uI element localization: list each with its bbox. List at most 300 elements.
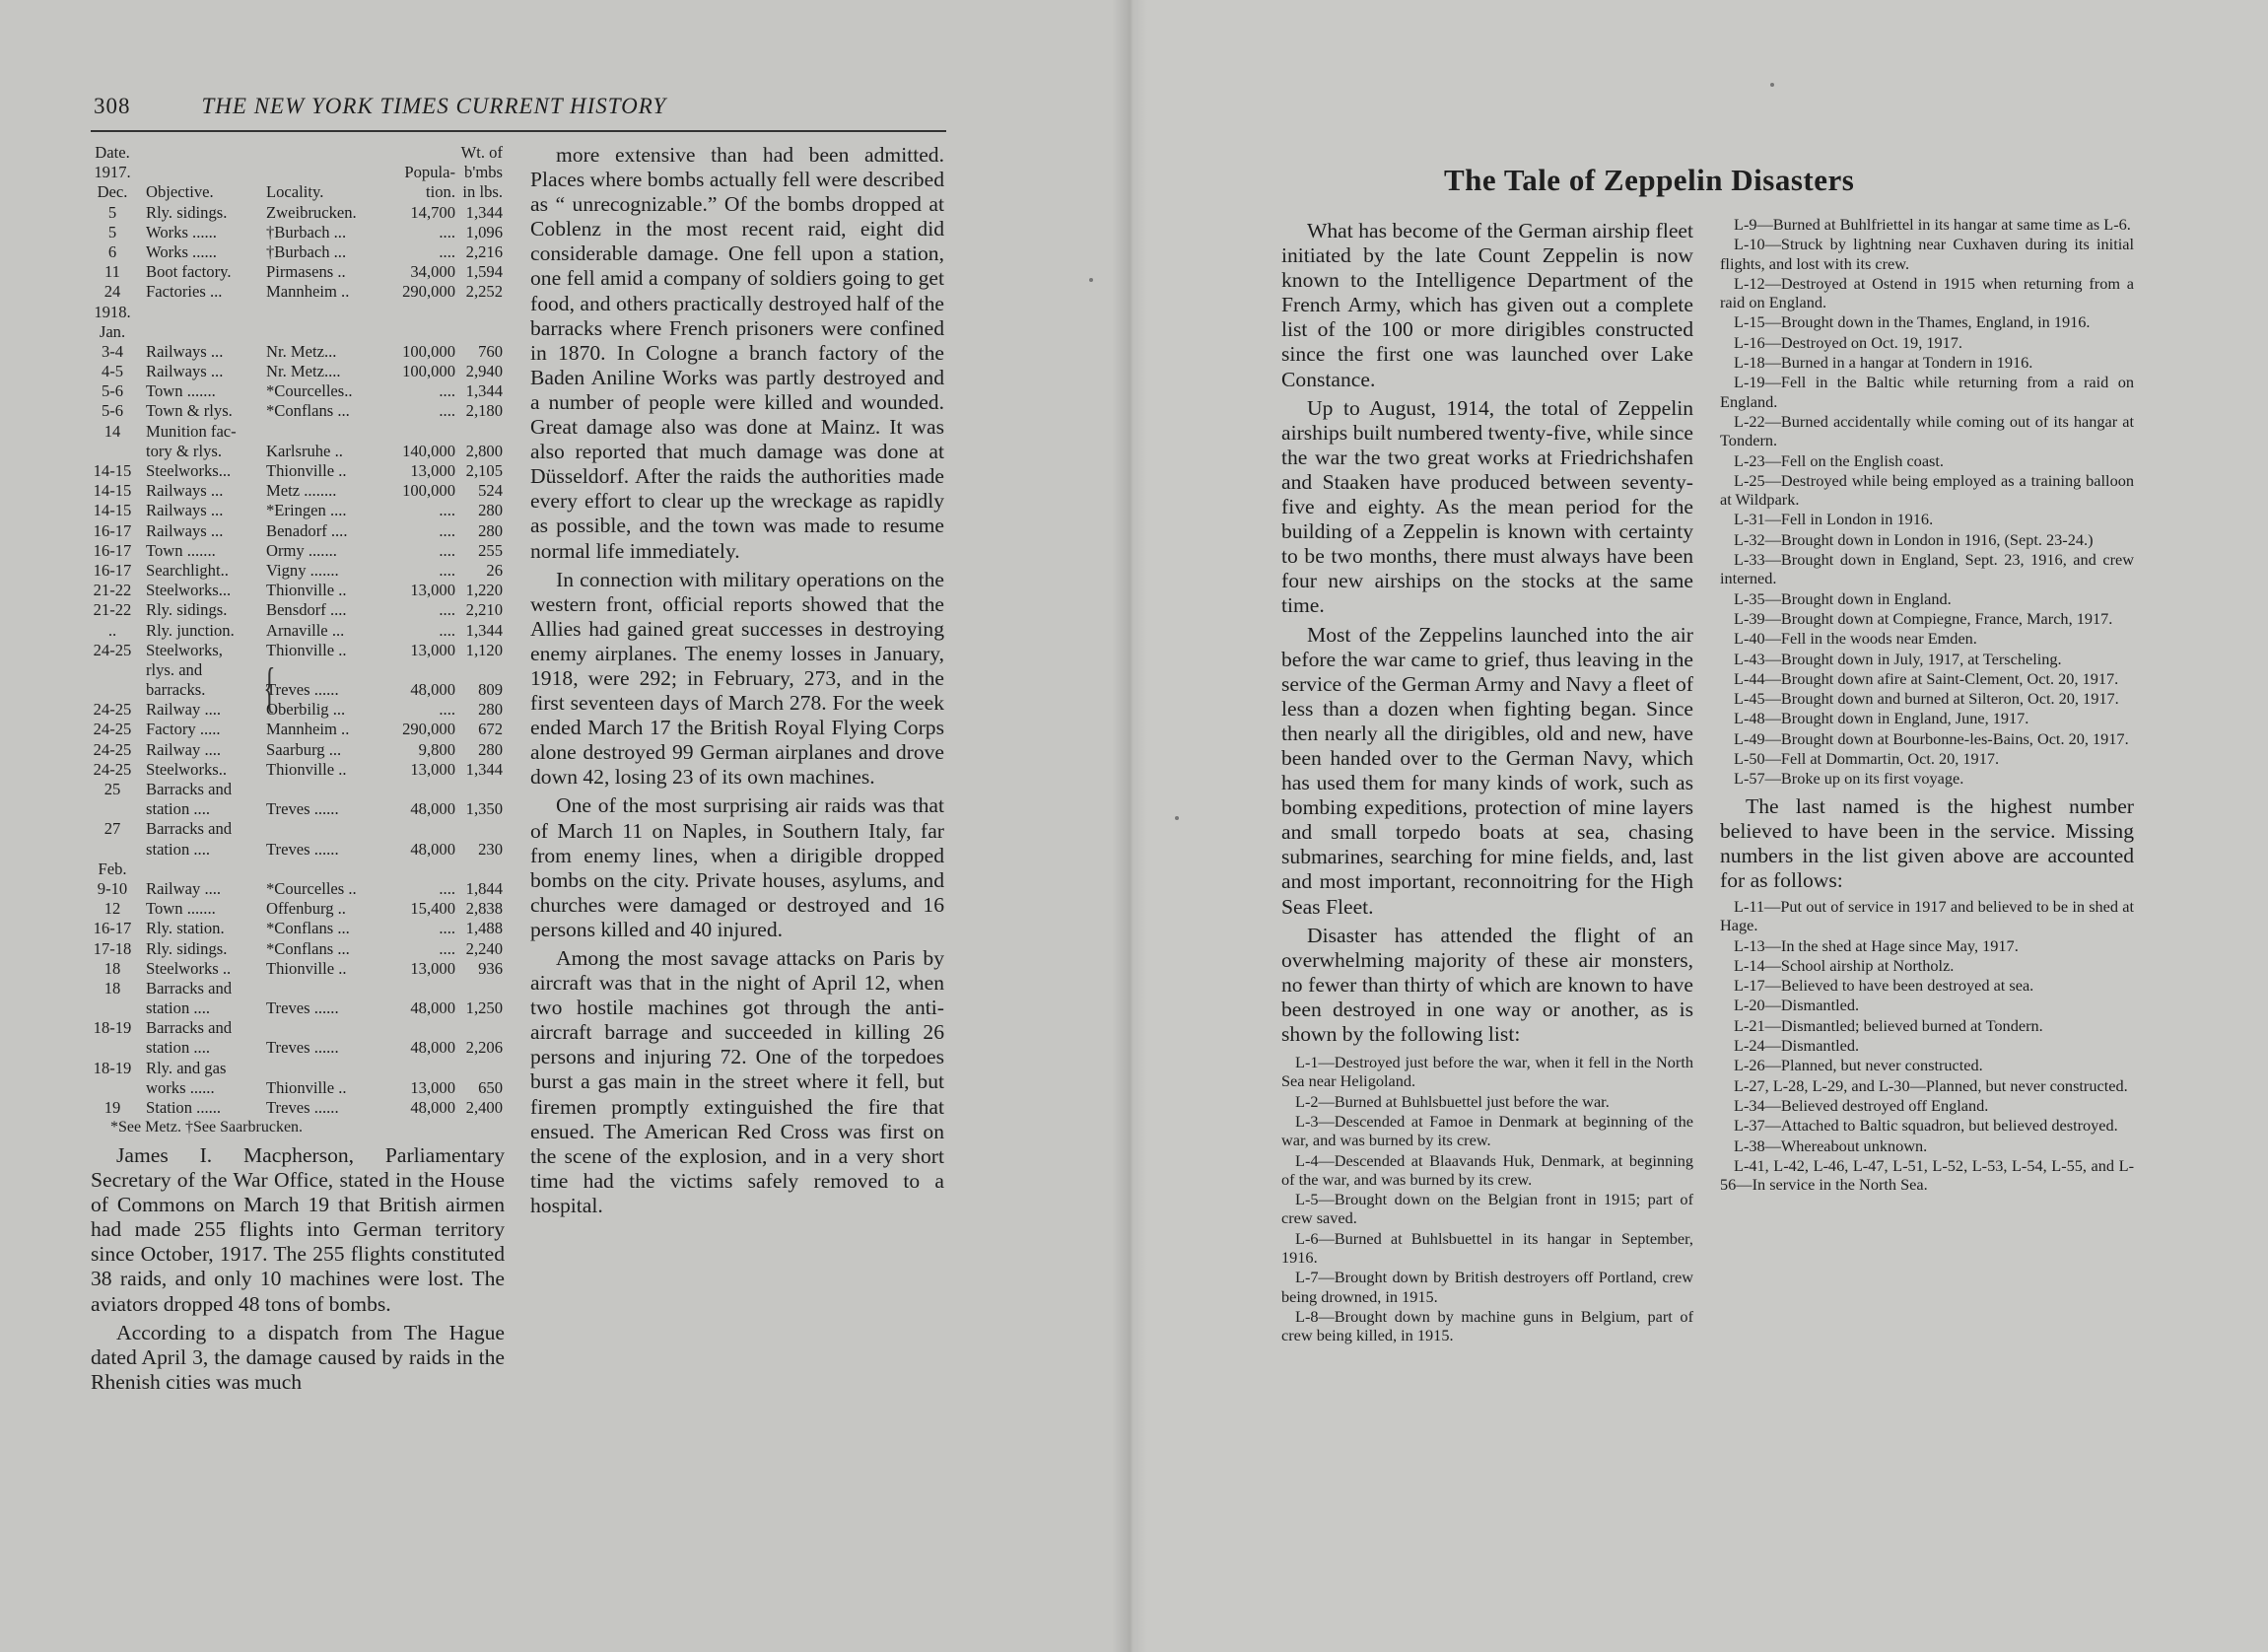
cell-locality: †Burbach ... <box>266 222 347 241</box>
table-row <box>91 720 505 739</box>
cell-population: 15,400 <box>410 899 455 919</box>
cell-locality: Thionville .. <box>266 958 347 978</box>
table-header-row <box>91 163 505 182</box>
zeppelin-list-item: L-19—Fell in the Baltic while returning from a raid on England. <box>1720 373 2134 411</box>
zeppelin-list-item: L-39—Brought down at Compiegne, France, March, 1917. <box>1734 608 2113 628</box>
zeppelin-list-item: L-37—Attached to Baltic squadron, but believed destroyed. <box>1734 1116 2118 1136</box>
paper-speck <box>1770 83 1774 87</box>
zeppelin-list-item: L-6—Burned at Buhlsbuettel in its hangar in September, 1916. <box>1281 1228 1693 1268</box>
cell-population: 100,000 <box>402 481 455 501</box>
table-row <box>91 840 505 860</box>
cell-objective: Rly. station. <box>146 919 225 938</box>
table-row <box>91 461 505 481</box>
cell-weight: 2,206 <box>465 1038 503 1058</box>
cell-weight: 26 <box>486 560 503 580</box>
cell-objective: Barracks and <box>146 1018 233 1038</box>
cell-weight: 1,220 <box>465 581 503 600</box>
cell-objective: Rly. junction. <box>146 620 235 640</box>
cell-weight: 1,344 <box>465 202 503 222</box>
zeppelin-list-item: L-23—Fell on the English coast. <box>1734 450 1944 470</box>
cell-objective: Rly. sidings. <box>146 600 228 620</box>
zeppelin-list-item: L-2—Burned at Buhlsbuettel just before the war. <box>1295 1091 1610 1111</box>
zeppelin-list-item: L-12—Destroyed at Ostend in 1915 when returning from a raid on England. <box>1720 273 2134 312</box>
table-row <box>91 521 505 541</box>
cell-population: .... <box>439 919 455 938</box>
cell-weight: 650 <box>478 1077 503 1097</box>
article-title: The Tale of Zeppelin Disasters <box>1444 163 1855 197</box>
cell-date: 25 <box>103 780 121 798</box>
cell-population: .... <box>439 540 455 560</box>
table-row <box>91 979 505 998</box>
cell-objective: rlys. and <box>146 659 203 679</box>
zeppelin-list-item: L-11—Put out of service in 1917 and believed to be in shed at Hage. <box>1720 896 2134 935</box>
zeppelin-list-item: L-27, L-28, L-29, and L-30—Planned, but never constructed. <box>1734 1075 2128 1095</box>
cell-date: 6 <box>107 241 117 261</box>
table-row <box>91 401 505 421</box>
table-row <box>91 1038 505 1058</box>
cell-date: 18-19 <box>93 1018 132 1038</box>
cell-locality: Metz ........ <box>266 481 337 501</box>
cell-locality: Treves ...... <box>266 799 339 819</box>
zeppelin-list-item: L-4—Descended at Blaavands Huk, Denmark, at beginning of the war, and was burned by its crew. <box>1281 1150 1693 1189</box>
cell-locality: Treves ...... <box>266 998 339 1018</box>
cell-weight: 280 <box>478 700 503 720</box>
cell-weight: 2,400 <box>465 1098 503 1117</box>
article-column-1 <box>1281 219 1693 1346</box>
header-cell-weight: in lbs. <box>462 182 503 202</box>
table-row <box>91 541 505 561</box>
article-paragraph: Among the most savage attacks on Paris by aircraft was that in the night of April 12, when two hostile machines got through the anti-aircraft barrage and succeeded in killing 26 persons and injuring 72. One of the torpedoes burst a gas main in the street where it fell, but firemen promptly extinguished the fire that ensued. The American Red Cross was first on the scene of the explosion, and in a very short time had the victims safely removed to a hospital. <box>530 946 944 1217</box>
article-paragraph: James I. Macpherson, Parliamentary Secretary of the War Office, stated in the House of Commons on March 19 that British airmen had made 255 flights into German territory since October, 1917. The 255 flights constituted 38 raids, and only 10 machines were lost. The aviators dropped 48 tons of bombs. <box>91 1143 505 1316</box>
table-row <box>91 322 505 342</box>
cell-locality: Bensdorf .... <box>266 600 347 620</box>
cell-objective: Town & rlys. <box>146 401 233 421</box>
zeppelin-list-item: L-50—Fell at Dommartin, Oct. 20, 1917. <box>1734 749 2000 769</box>
zeppelin-list-item: L-33—Brought down in England, Sept. 23, 1916, and crew interned. <box>1720 550 2134 588</box>
header-cell-locality: Locality. <box>266 182 324 202</box>
cell-population: .... <box>439 241 455 261</box>
cell-locality: Karlsruhe .. <box>266 441 343 460</box>
cell-locality: *Eringen .... <box>266 501 347 520</box>
table-row <box>91 203 505 223</box>
paper-speck <box>1175 816 1179 820</box>
table-row <box>91 780 505 799</box>
cell-objective: Town ....... <box>146 899 216 919</box>
cell-locality: Thionville .. <box>266 640 347 659</box>
cell-objective: Rly. sidings. <box>146 938 228 958</box>
cell-weight: 760 <box>478 341 503 361</box>
cell-population: 13,000 <box>410 958 455 978</box>
cell-locality: Thionville .. <box>266 1077 347 1097</box>
cell-locality: *Conflans ... <box>266 938 350 958</box>
zeppelin-list-item: L-3—Descended at Famoe in Denmark at beginning of the war, and was burned by its crew. <box>1281 1111 1693 1150</box>
cell-objective: Factories ... <box>146 282 223 302</box>
cell-population: 140,000 <box>402 441 455 460</box>
cell-locality: *Conflans ... <box>266 401 350 421</box>
table-row <box>91 621 505 641</box>
table-row <box>91 422 505 442</box>
cell-population: .... <box>439 620 455 640</box>
header-cell-date: 1917. <box>94 163 131 182</box>
zeppelin-list-item: L-20—Dismantled. <box>1734 996 1860 1015</box>
cell-date: 16-17 <box>93 520 132 540</box>
table-header-row <box>91 143 505 163</box>
zeppelin-list-item: L-9—Burned at Buhlfriettel in its hangar at same time as L-6. <box>1734 215 2131 234</box>
cell-date: 5-6 <box>101 401 124 421</box>
cell-locality: Offenburg .. <box>266 899 346 919</box>
cell-objective: Railways ... <box>146 362 224 381</box>
cell-objective: Rly. and gas <box>146 1058 227 1077</box>
table-row <box>91 1078 505 1098</box>
zeppelin-list-item: L-8—Brought down by machine guns in Belgium, part of crew being killed, in 1915. <box>1281 1306 1693 1345</box>
zeppelin-list-item: L-43—Brought down in July, 1917, at Terscheling. <box>1734 649 2062 668</box>
header-cell-weight: b'mbs <box>464 163 503 182</box>
cell-population: .... <box>439 560 455 580</box>
zeppelin-list-item: L-57—Broke up on its first voyage. <box>1734 769 1964 789</box>
cell-locality: *Courcelles.. <box>266 381 353 401</box>
table-row <box>91 700 505 720</box>
cell-objective: Steelworks, <box>146 640 223 659</box>
cell-weight: 280 <box>478 520 503 540</box>
cell-objective: Railways ... <box>146 481 224 501</box>
cell-date: 21-22 <box>93 581 132 600</box>
cell-population: 9,800 <box>418 739 455 759</box>
cell-objective: Barracks and <box>146 978 233 998</box>
header-cell-population: Popula- <box>404 163 455 182</box>
zeppelin-list-item: L-15—Brought down in the Thames, England, in 1916. <box>1734 312 2091 332</box>
cell-weight: 1,250 <box>465 998 503 1018</box>
brace-glyph: { <box>263 656 276 719</box>
cell-locality: Benadorf .... <box>266 520 348 540</box>
cell-date: 9-10 <box>97 878 128 898</box>
cell-date: 18-19 <box>93 1058 132 1077</box>
cell-locality: *Conflans ... <box>266 919 350 938</box>
cell-weight: 2,240 <box>465 938 503 958</box>
table-row <box>91 223 505 242</box>
cell-locality: Oberbilig ... <box>266 700 346 720</box>
cell-date: 16-17 <box>93 540 132 560</box>
cell-objective: Railway .... <box>146 878 222 898</box>
cell-date: 3-4 <box>101 341 124 361</box>
cell-weight: 2,940 <box>465 362 503 381</box>
cell-objective: Works ...... <box>146 222 217 241</box>
cell-weight: 672 <box>478 720 503 739</box>
cell-population: 100,000 <box>402 341 455 361</box>
cell-population: 290,000 <box>402 720 455 739</box>
zeppelin-list-item: L-1—Destroyed just before the war, when it fell in the North Sea near Heligoland. <box>1281 1053 1693 1091</box>
cell-population: 13,000 <box>410 581 455 600</box>
cell-population: 13,000 <box>410 1077 455 1097</box>
table-footnote: *See Metz. †See Saarbrucken. <box>110 1119 304 1136</box>
cell-objective: station .... <box>146 839 210 859</box>
cell-date: 12 <box>103 899 121 919</box>
cell-weight: 2,800 <box>465 441 503 460</box>
cell-date: 1918. <box>94 302 131 321</box>
air-raid-table <box>91 143 505 1137</box>
table-row <box>91 998 505 1018</box>
cell-objective: Steelworks .. <box>146 958 232 978</box>
zeppelin-list-item: L-49—Brought down at Bourbonne-les-Bains, Oct. 20, 1917. <box>1734 728 2129 748</box>
zeppelin-list-item: L-14—School airship at Northolz. <box>1734 955 1955 975</box>
article-paragraph: One of the most surprising air raids was that of March 11 on Naples, in Southern Italy, far from enemy lines, when a dirigible dropped bombs on the city. Private houses, asylums, and churches were damaged or destroyed and 16 persons killed and 40 injured. <box>530 793 944 941</box>
cell-weight: 2,838 <box>465 899 503 919</box>
cell-population: 48,000 <box>410 1098 455 1117</box>
table-row <box>91 680 505 700</box>
cell-weight: 1,344 <box>465 620 503 640</box>
article-paragraph: The last named is the highest number believed to have been in the service. Missing numbers in the list given above are accounted for as follows: <box>1720 793 2134 892</box>
cell-population: 48,000 <box>410 839 455 859</box>
cell-date: 18 <box>103 978 121 998</box>
cell-objective: Railways ... <box>146 520 224 540</box>
table-row <box>91 1059 505 1078</box>
cell-weight: 280 <box>478 739 503 759</box>
cell-population: .... <box>439 381 455 401</box>
cell-date: 4-5 <box>101 362 124 381</box>
cell-population: 13,000 <box>410 640 455 659</box>
cell-locality: Thionville .. <box>266 759 347 779</box>
cell-locality: Treves ...... <box>266 1098 339 1117</box>
cell-weight: 1,350 <box>465 799 503 819</box>
table-row <box>91 442 505 461</box>
article-paragraph: In connection with military operations on the western front, official reports showed that the Allies had gained great successes in destroying enemy airplanes. The enemy losses in January, 1918, were 292; in February, 273, and in the first seventeen days of March 278. For the week ended March 17 the British Royal Flying Corps alone destroyed 99 German airplanes and drove down 42, losing 23 of its own machines. <box>530 567 944 790</box>
table-row <box>91 501 505 520</box>
cell-objective: Town ....... <box>146 381 216 401</box>
zeppelin-list-item: L-25—Destroyed while being employed as a training balloon at Wildpark. <box>1720 470 2134 510</box>
zeppelin-list-item: L-5—Brought down on the Belgian front in 1915; part of crew saved. <box>1281 1190 1693 1228</box>
cell-weight: 230 <box>478 839 503 859</box>
table-row <box>91 242 505 262</box>
paper-speck <box>1089 278 1093 282</box>
cell-objective: Factory ..... <box>146 720 221 739</box>
cell-date: 14-15 <box>93 501 132 520</box>
right-column-text <box>530 143 944 1222</box>
cell-date: 5-6 <box>101 381 124 401</box>
cell-date: 11 <box>104 262 120 282</box>
zeppelin-list-item: L-38—Whereabout unknown. <box>1734 1136 1928 1155</box>
table-row <box>91 561 505 581</box>
cell-objective: station .... <box>146 799 210 819</box>
cell-date: 14-15 <box>93 461 132 480</box>
left-column-text <box>91 1143 505 1399</box>
cell-locality: Thionville .. <box>266 461 347 480</box>
cell-locality: Arnaville ... <box>266 620 345 640</box>
cell-locality: Mannheim .. <box>266 282 350 302</box>
cell-population: 100,000 <box>402 362 455 381</box>
page-number: 308 <box>94 94 131 118</box>
cell-locality: Nr. Metz.... <box>266 362 341 381</box>
cell-objective: Steelworks.. <box>146 759 228 779</box>
running-head <box>94 94 666 119</box>
article-paragraph: What has become of the German airship fleet initiated by the late Count Zeppelin is now known to the Intelligence Department of the French Army, which has given out a complete list of the 100 or more dirigibles constructed since the first one was launched over Lake Constance. <box>1281 219 1693 391</box>
table-row <box>91 303 505 322</box>
zeppelin-list-item: L-16—Destroyed on Oct. 19, 1917. <box>1734 332 1962 352</box>
cell-locality: Thionville .. <box>266 581 347 600</box>
zeppelin-list-item: L-32—Brought down in London in 1916, (Sept. 23-24.) <box>1734 529 2094 549</box>
cell-date: 24-25 <box>93 759 132 779</box>
cell-objective: Railways ... <box>146 341 224 361</box>
table-row <box>91 342 505 362</box>
table-row <box>91 760 505 780</box>
cell-weight: 1,120 <box>465 640 503 659</box>
cell-date: 14-15 <box>93 481 132 501</box>
cell-date: 5 <box>107 222 117 241</box>
cell-population: 290,000 <box>402 282 455 302</box>
cell-population: 48,000 <box>410 1038 455 1058</box>
cell-locality: Ormy ....... <box>266 540 337 560</box>
cell-date: 24-25 <box>93 640 132 659</box>
cell-locality: Nr. Metz... <box>266 341 337 361</box>
cell-locality: †Burbach ... <box>266 241 347 261</box>
article-paragraph: Most of the Zeppelins launched into the air before the war came to grief, thus leaving in the service of the German Army and Navy a fleet of less than a dozen when fighting began. Since then nearly all the dirigibles, old and new, have been handed over to the German Navy, which has used them for many kinds of work, such as bombing expeditions, protection of mine layers and small torpedo boats at sea, chasing submarines, searching for mine fields, and, last and most important, reconnoitring for the High Seas Fleet. <box>1281 622 1693 919</box>
table-row <box>91 939 505 959</box>
cell-objective: barracks. <box>146 680 206 700</box>
cell-weight: 280 <box>478 501 503 520</box>
table-row <box>91 581 505 600</box>
cell-date: 16-17 <box>93 919 132 938</box>
running-title: THE NEW YORK TIMES CURRENT HISTORY <box>201 94 667 118</box>
article-paragraph: more extensive than had been admitted. Places where bombs actually fell were described as “ unrecognizable.” Of the bombs dropped at Coblenz in the most recent raid, eight did considerable damage. One fell upon a station, one fell amid a company of soldiers going to get food, and others practically destroyed half of the barracks where French prisoners were confined in 1870. In Cologne a branch factory of the Baden Aniline Works was partly destroyed and a number of people were killed and wounded. Great damage also was done at Mainz. It was also reported that much damage was done at Düsseldorf. After the raids the authorities made every effort to clear up the wreckage as rapidly as possible, and the town was made to resume normal life immediately. <box>530 143 944 563</box>
zeppelin-list-item: L-35—Brought down in England. <box>1734 588 1952 608</box>
cell-population: 14,700 <box>410 202 455 222</box>
zeppelin-list-item: L-31—Fell in London in 1916. <box>1734 510 1934 529</box>
cell-date: 24 <box>103 282 121 302</box>
cell-date: 21-22 <box>93 600 132 620</box>
cell-locality: Vigny ....... <box>266 560 339 580</box>
zeppelin-list-item: L-17—Believed to have been destroyed at sea. <box>1734 976 2034 996</box>
cell-objective: Searchlight.. <box>146 560 229 580</box>
zeppelin-list-item: L-18—Burned in a hangar at Tondern in 1916. <box>1734 353 2033 373</box>
cell-population: .... <box>439 501 455 520</box>
cell-weight: 2,105 <box>465 461 503 480</box>
cell-population: 34,000 <box>410 262 455 282</box>
cell-objective: station .... <box>146 998 210 1018</box>
table-row <box>91 481 505 501</box>
cell-date: 24-25 <box>93 720 132 739</box>
cell-objective: Barracks and <box>146 819 233 839</box>
zeppelin-list-item: L-41, L-42, L-46, L-47, L-51, L-52, L-53, L-54, L-55, and L-56—In service in the North Sea. <box>1720 1155 2134 1195</box>
zeppelin-list-item: L-24—Dismantled. <box>1734 1036 1860 1056</box>
zeppelin-list-item: L-7—Brought down by British destroyers off Portland, crew being drowned, in 1915. <box>1281 1268 1693 1306</box>
table-row <box>91 819 505 839</box>
cell-weight: 1,344 <box>465 759 503 779</box>
header-cell-weight: Wt. of <box>460 143 503 162</box>
cell-population: .... <box>439 600 455 620</box>
table-row <box>91 740 505 760</box>
table-header-row <box>91 182 505 202</box>
cell-objective: Station ...... <box>146 1098 222 1117</box>
cell-objective: Works ...... <box>146 241 217 261</box>
table-row <box>91 381 505 401</box>
cell-population: .... <box>439 700 455 720</box>
cell-population: .... <box>439 401 455 421</box>
cell-weight: 1,594 <box>465 262 503 282</box>
header-cell-date: Dec. <box>97 182 128 202</box>
cell-population: 48,000 <box>410 680 455 700</box>
table-row <box>91 919 505 938</box>
header-cell-population: tion. <box>426 182 455 202</box>
cell-date: .. <box>107 620 117 640</box>
zeppelin-list-item: L-10—Struck by lightning near Cuxhaven during its initial flights, and lost with its crew. <box>1720 235 2134 273</box>
header-cell-objective: Objective. <box>146 182 214 202</box>
cell-date: 18 <box>103 958 121 978</box>
cell-weight: 524 <box>478 481 503 501</box>
cell-weight: 1,844 <box>465 878 503 898</box>
cell-date: 5 <box>107 202 117 222</box>
cell-objective: Town ....... <box>146 540 216 560</box>
table-row <box>91 1018 505 1038</box>
table-row <box>91 959 505 979</box>
cell-date: 16-17 <box>93 560 132 580</box>
cell-weight: 2,252 <box>465 282 503 302</box>
cell-population: .... <box>439 878 455 898</box>
cell-locality: Pirmasens .. <box>266 262 346 282</box>
cell-objective: Railways ... <box>146 501 224 520</box>
zeppelin-list-item: L-48—Brought down in England, June, 1917. <box>1734 709 2029 728</box>
table-row <box>91 799 505 819</box>
zeppelin-list-item: L-40—Fell in the woods near Emden. <box>1734 629 1977 649</box>
cell-date: 24-25 <box>93 700 132 720</box>
table-row <box>91 362 505 381</box>
table-row <box>91 282 505 302</box>
cell-date: 17-18 <box>93 938 132 958</box>
cell-objective: Rly. sidings. <box>146 202 228 222</box>
cell-objective: tory & rlys. <box>146 441 222 460</box>
cell-population: 13,000 <box>410 461 455 480</box>
cell-objective: Steelworks... <box>146 461 232 480</box>
zeppelin-list-item: L-26—Planned, but never constructed. <box>1734 1056 1983 1075</box>
cell-date: 19 <box>103 1098 121 1117</box>
cell-objective: works ...... <box>146 1077 215 1097</box>
header-cell-date: Date. <box>95 143 130 162</box>
cell-weight: 255 <box>478 540 503 560</box>
cell-date: 24-25 <box>93 739 132 759</box>
cell-objective: Boot factory. <box>146 262 232 282</box>
cell-weight: 1,096 <box>465 222 503 241</box>
zeppelin-list-item: L-44—Brought down afire at Saint-Clement, Oct. 20, 1917. <box>1734 668 2119 688</box>
cell-locality: Mannheim .. <box>266 720 350 739</box>
cell-weight: 809 <box>478 680 503 700</box>
cell-population: .... <box>439 938 455 958</box>
table-row <box>91 879 505 899</box>
cell-weight: 2,180 <box>465 401 503 421</box>
article-paragraph: Disaster has attended the flight of an overwhelming majority of these air monsters, no fewer than thirty of which are known to have been destroyed in one way or another, as is shown by the following list: <box>1281 923 1693 1046</box>
article-column-2 <box>1720 215 2134 1195</box>
cell-locality: Treves ...... <box>266 1038 339 1058</box>
table-row <box>91 641 505 660</box>
left-page <box>0 0 1129 1652</box>
cell-locality: Zweibrucken. <box>266 202 357 222</box>
cell-population: 13,000 <box>410 759 455 779</box>
cell-locality: Saarburg ... <box>266 739 342 759</box>
article-paragraph: Up to August, 1914, the total of Zeppelin airships built numbered twenty-five, while since the war the two great works at Friedrichshafen and Staaken have produced between seventy-five and eighty. As the mean period for the building of a Zeppelin is known with certainty to be two months, there must always have been four new airships on the stocks at the same time. <box>1281 395 1693 618</box>
cell-objective: Railway .... <box>146 739 222 759</box>
cell-locality: Treves ...... <box>266 680 339 700</box>
cell-weight: 2,210 <box>465 600 503 620</box>
right-page <box>1129 0 2268 1652</box>
cell-population: .... <box>439 222 455 241</box>
table-row <box>91 600 505 620</box>
zeppelin-list-item: L-34—Believed destroyed off England. <box>1734 1095 1989 1115</box>
cell-weight: 1,344 <box>465 381 503 401</box>
zeppelin-list-item: L-13—In the shed at Hage since May, 1917. <box>1734 935 2019 955</box>
table-row <box>91 262 505 282</box>
cell-population: 48,000 <box>410 799 455 819</box>
cell-objective: Barracks and <box>146 780 233 798</box>
cell-date: Feb. <box>98 859 127 878</box>
table-row <box>91 899 505 919</box>
table-row <box>91 860 505 879</box>
cell-population: .... <box>439 520 455 540</box>
